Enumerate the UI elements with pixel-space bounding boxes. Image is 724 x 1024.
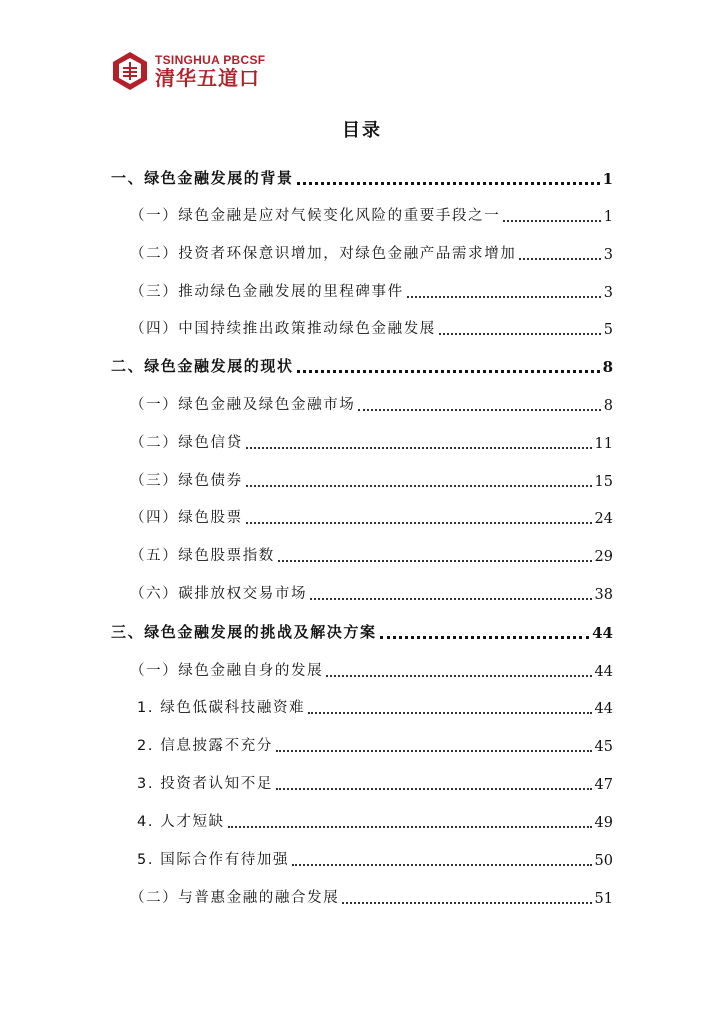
toc-entry-label: 三、绿色金融发展的挑战及解决方案 xyxy=(111,623,377,641)
toc-page-number: 1 xyxy=(602,170,613,188)
toc-entry[interactable] xyxy=(130,470,613,490)
toc-entry[interactable] xyxy=(137,773,613,793)
toc-entry-label: 一、绿色金融发展的背景 xyxy=(111,169,294,187)
logo-chinese-text: 清华五道口 xyxy=(155,66,260,90)
toc-leader-dots xyxy=(439,333,601,335)
toc-page-number: 45 xyxy=(594,739,613,755)
toc-entry-label: （六）碳排放权交易市场 xyxy=(130,586,308,602)
toc-leader-dots xyxy=(503,220,600,222)
toc-entry-label: 4. 人才短缺 xyxy=(137,814,225,830)
toc-entry-label: （二）与普惠金融的融合发展 xyxy=(130,890,340,906)
toc-entry[interactable] xyxy=(111,622,613,642)
toc-entry[interactable] xyxy=(130,660,613,680)
toc-entry[interactable] xyxy=(130,507,613,527)
logo-english-text: TSINGHUA PBCSF xyxy=(155,53,266,67)
toc-entry-label: 二、绿色金融发展的现状 xyxy=(111,357,294,375)
toc-entry-label: （四）绿色股票 xyxy=(130,510,243,526)
toc-entry-label: （二）投资者环保意识增加，对绿色金融产品需求增加 xyxy=(130,246,517,262)
toc-entry[interactable] xyxy=(111,168,613,188)
toc-page-number: 44 xyxy=(592,624,613,642)
toc-entry-label: （一）绿色金融及绿色金融市场 xyxy=(130,397,356,413)
toc-entry[interactable] xyxy=(137,811,613,831)
toc-page-number: 47 xyxy=(594,777,613,793)
toc-leader-dots xyxy=(276,750,592,752)
toc-entry[interactable] xyxy=(130,281,613,301)
toc-leader-dots xyxy=(276,788,592,790)
toc-leader-dots xyxy=(519,258,600,260)
toc-page-number: 8 xyxy=(602,358,613,376)
toc-page-number: 3 xyxy=(603,285,613,301)
toc-leader-dots xyxy=(278,560,592,562)
toc-leader-dots xyxy=(308,712,591,714)
toc-entry[interactable] xyxy=(137,849,613,869)
toc-leader-dots xyxy=(297,182,600,185)
toc-leader-dots xyxy=(246,447,592,449)
toc-page-number: 44 xyxy=(594,701,613,717)
toc-leader-dots xyxy=(342,902,591,904)
toc-page-number: 1 xyxy=(603,209,613,225)
toc-page-number: 8 xyxy=(603,398,613,414)
toc-leader-dots xyxy=(292,864,592,866)
toc-page-number: 38 xyxy=(594,587,613,603)
toc-leader-dots xyxy=(326,675,591,677)
toc-page-number: 49 xyxy=(594,815,613,831)
toc-title: 目录 xyxy=(342,120,382,141)
tsinghua-pbcsf-logo-icon xyxy=(111,50,149,92)
toc-page-number: 44 xyxy=(594,664,613,680)
toc-entry[interactable] xyxy=(130,318,613,338)
toc-entry[interactable] xyxy=(111,356,613,376)
toc-leader-dots xyxy=(380,636,590,639)
toc-entry[interactable] xyxy=(130,394,613,414)
toc-leader-dots xyxy=(407,296,601,298)
toc-entry[interactable] xyxy=(137,735,613,755)
toc-page-number: 29 xyxy=(594,549,613,565)
toc-entry-label: （五）绿色股票指数 xyxy=(130,548,275,564)
toc-entry[interactable] xyxy=(130,887,613,907)
toc-entry-label: （一）绿色金融自身的发展 xyxy=(130,663,324,679)
toc-page-number: 3 xyxy=(603,247,613,263)
toc-leader-dots xyxy=(310,598,591,600)
toc-page-number: 51 xyxy=(594,891,613,907)
toc-entry-label: 5. 国际合作有待加强 xyxy=(137,852,290,868)
toc-leader-dots xyxy=(297,370,600,373)
logo xyxy=(111,50,265,92)
toc-page-number: 5 xyxy=(603,322,613,338)
toc-entry-label: （一）绿色金融是应对气候变化风险的重要手段之一 xyxy=(130,208,501,224)
toc-entry[interactable] xyxy=(137,697,613,717)
toc-entry-label: （二）绿色信贷 xyxy=(130,435,243,451)
toc-page-number: 15 xyxy=(594,474,613,490)
toc-page-number: 24 xyxy=(594,511,613,527)
toc-page-number: 50 xyxy=(594,853,613,869)
toc-entry[interactable] xyxy=(130,545,613,565)
toc-entry-label: （三）推动绿色金融发展的里程碑事件 xyxy=(130,284,404,300)
toc-entry-label: 2. 信息披露不充分 xyxy=(137,738,273,754)
toc-entry[interactable] xyxy=(130,243,613,263)
toc-leader-dots xyxy=(358,409,600,411)
toc-entry-label: （三）绿色债券 xyxy=(130,473,243,489)
toc-leader-dots xyxy=(246,485,592,487)
toc-entry-label: （四）中国持续推出政策推动绿色金融发展 xyxy=(130,321,436,337)
toc-entry[interactable] xyxy=(130,583,613,603)
toc-entry-label: 1. 绿色低碳科技融资难 xyxy=(137,700,306,716)
toc-leader-dots xyxy=(228,826,592,828)
toc-leader-dots xyxy=(246,522,592,524)
toc-entry[interactable] xyxy=(130,432,613,452)
toc-entry-label: 3. 投资者认知不足 xyxy=(137,776,273,792)
toc-entry[interactable] xyxy=(130,205,613,225)
toc-page-number: 11 xyxy=(594,436,613,452)
